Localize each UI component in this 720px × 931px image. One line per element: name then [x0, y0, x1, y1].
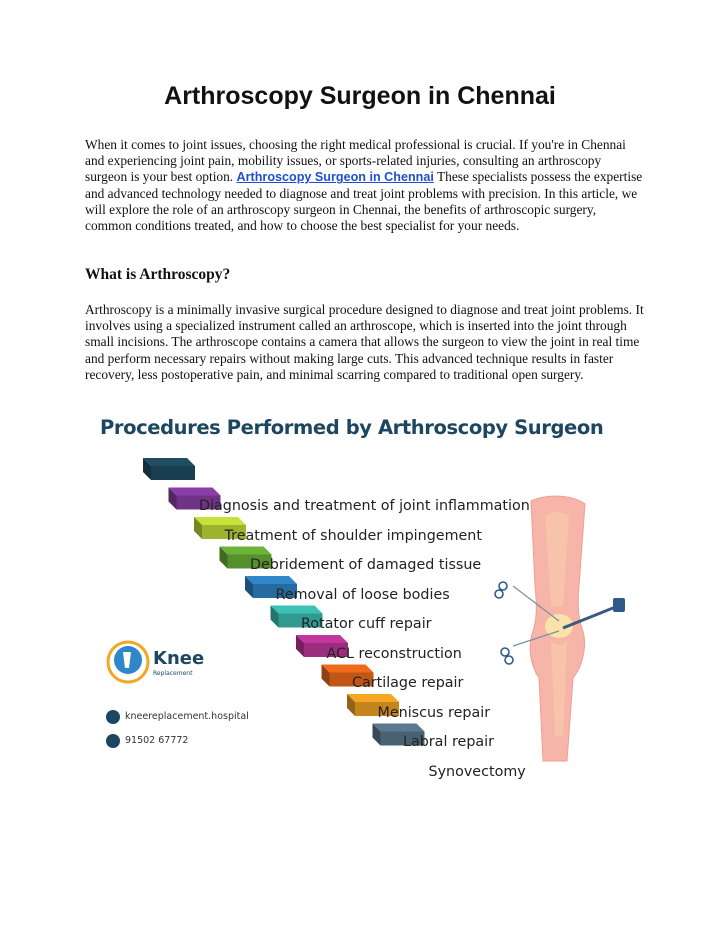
step-label: Diagnosis and treatment of joint inflammation: [199, 498, 530, 514]
body-paragraph: Arthroscopy is a minimally invasive surgical procedure designed to diagnose and treat joint problems. It involves using a specialized instrument called an arthroscope, which is inserted into the joint through small incisions. The arthroscope contains a camera that allows the surgeon to view the joint in real time and perform necessary repairs without making large cuts. This advanced technique results in faster recovery, less postoperative pain, and minimal scarring compared to traditional open surgery.: [85, 302, 644, 382]
logo-name: Knee: [153, 648, 205, 669]
step-label: Labral repair: [403, 734, 495, 750]
step-label: Cartilage repair: [352, 675, 464, 691]
intro-text-after: These specialists possess the expertise and advanced technology needed to diagnose and treat joint problems with precision. In this article, we will explore the role of an arthroscopy surgeon in Chennai, the benefits of arthroscopic surgery, common conditions treated, and how to choose the best specialist for your needs.: [85, 169, 643, 234]
surgeon-link[interactable]: Arthroscopy Surgeon in Chennai: [236, 170, 434, 185]
step-label: Debridement of damaged tissue: [250, 557, 482, 573]
page-title: Arthroscopy Surgeon in Chennai: [164, 82, 556, 110]
step-label: Meniscus repair: [377, 704, 491, 721]
intro-text-before: When it comes to joint issues, choosing the right medical professional is crucial. If you're in Chennai and experiencing joint pain, mobility issues, or sports-related injuries, consulting an arthroscopy surgeon is your best option.: [85, 137, 626, 185]
globe-icon: [106, 710, 120, 724]
intro-paragraph: [85, 137, 645, 234]
infographic-title: Procedures Performed by Arthroscopy Surgeon: [100, 416, 604, 439]
step-label: Removal of loose bodies: [275, 586, 450, 603]
procedures-infographic: [93, 416, 653, 780]
section-heading: What is Arthroscopy?: [85, 266, 231, 283]
phone-text[interactable]: 91502 67772: [125, 735, 189, 746]
knee-illustration: [495, 496, 625, 761]
phone-icon: [106, 734, 120, 748]
logo-subtitle: Replacement: [153, 670, 193, 677]
step-label: Treatment of shoulder impingement: [224, 527, 482, 544]
step-block: [143, 458, 195, 480]
step-label: Rotator cuff repair: [301, 616, 432, 632]
website-text[interactable]: kneereplacement.hospital: [125, 711, 249, 722]
step-label: ACL reconstruction: [326, 645, 462, 662]
step-label: Synovectomy: [428, 763, 526, 780]
knee-logo: [108, 642, 148, 682]
